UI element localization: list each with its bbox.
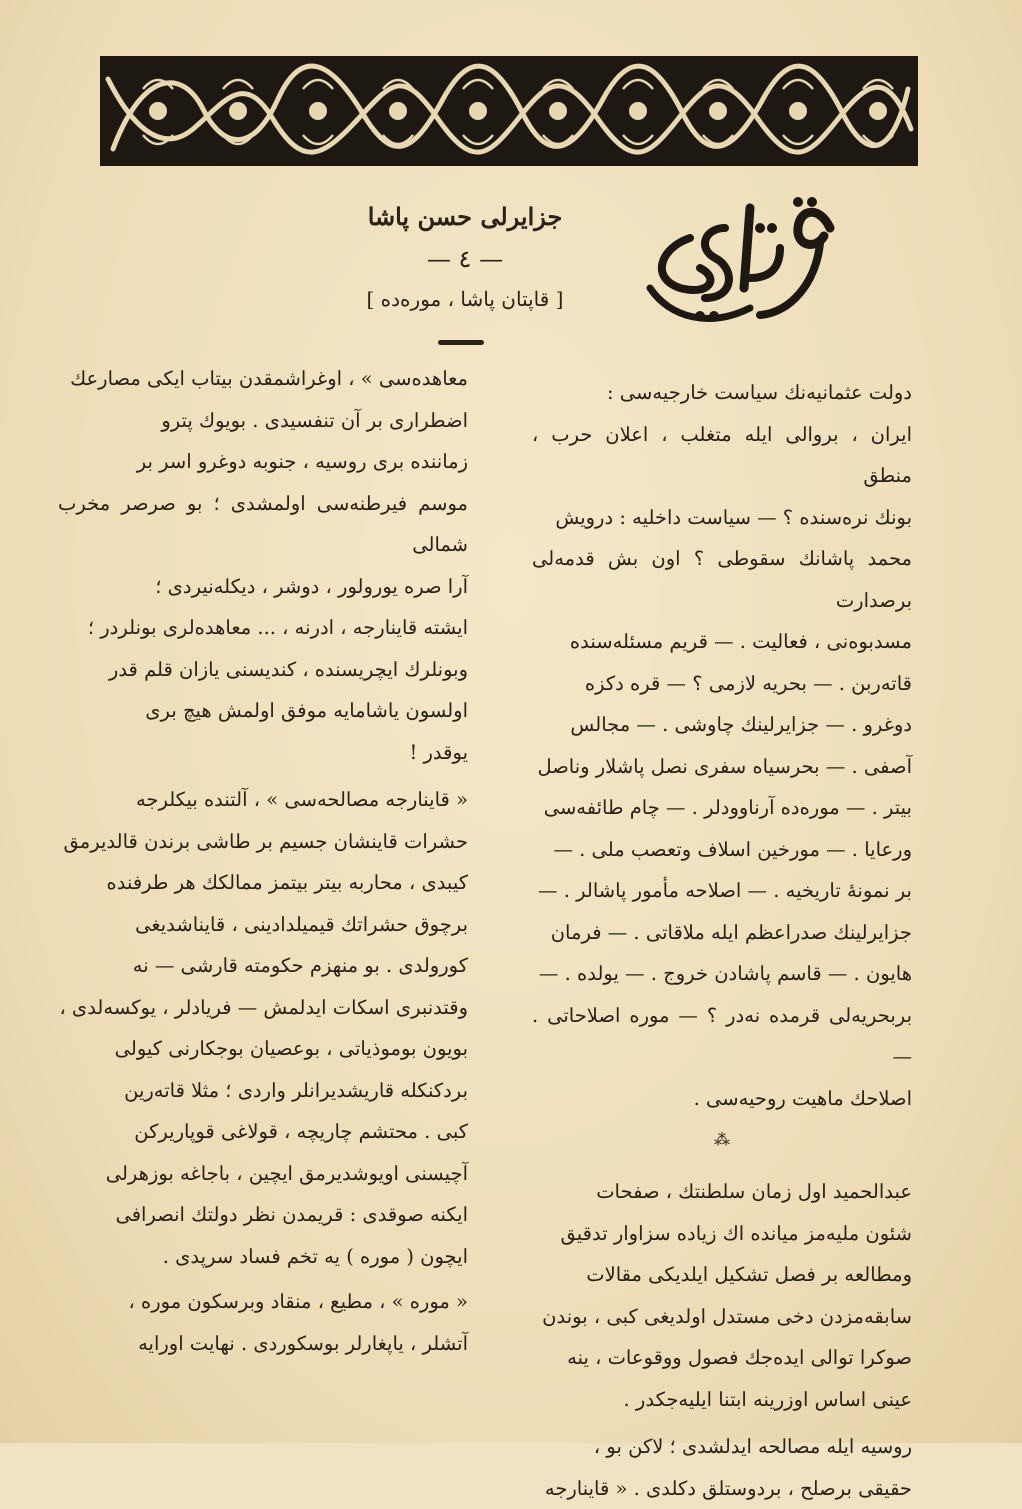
summary-line: هايون . — قاسم پاشادن خروج . — يولده . — xyxy=(532,953,912,995)
body-paragraph xyxy=(532,1171,912,1420)
text-line: ومطالعه بر فصل تشكيل ايلديكى مقالات xyxy=(532,1254,912,1296)
text-line: « قاينارجه مصالحه‌سى » ، آلتنده بيكلرجه xyxy=(58,779,468,821)
text-line: وبونلرك ايچريسنده ، كنديسنى يازان قلم قدر xyxy=(58,649,468,691)
summary-line: مسدبوه‌نى ، فعاليت . — قريم مسئله‌سنده xyxy=(532,621,912,663)
text-line: اولسون ياشامايه موفق اولمش هيچ برى xyxy=(58,690,468,732)
text-line: « موره » ، مطيع ، منقاد وبرسكون موره ، xyxy=(58,1281,468,1323)
body-paragraph xyxy=(532,1426,912,1509)
article-subtitle: [ قاپتان پاشا ، موره‌ده ] xyxy=(340,284,590,314)
summary-line: دوغرو . — جزايرلينك چاوشى . — مجالس xyxy=(532,704,912,746)
summary-line: بيتر . — موره‌ده آرناوودلر . — چام طائفه‌سى xyxy=(532,787,912,829)
asterism-separator: ⁂ xyxy=(532,1131,912,1149)
text-line: حقيقى برصلح ، بردوستلق دكلدى . « قاينارجه xyxy=(532,1468,912,1509)
calligraphy-logo-icon xyxy=(630,188,850,348)
summary-line: آصفى . — بحرسياه سفرى نصل پاشلار وناصل xyxy=(532,746,912,788)
text-line: شئون مليه‌مز ميانده اك زياده سزاوار تدقيق xyxy=(532,1213,912,1255)
text-line: روسيه ايله مصالحه ايدلشدى ؛ لاكن بو ، xyxy=(532,1426,912,1468)
summary-line: محمد پاشانك سقوطى ؟ اون بش قدمه‌لى برصدارت xyxy=(532,538,912,621)
summary-line: اصلاحك ماهيت روحيه‌سى . xyxy=(532,1078,912,1120)
title-rule-divider xyxy=(438,340,484,345)
decorative-ornament-banner xyxy=(100,56,918,166)
text-line: كيبدى ، محاربه بيتر بيتمز ممالكك هر طرفنده xyxy=(58,862,468,904)
text-line: وقتدنبرى اسكات ايدلمش — فريادلر ، يوكسه‌لدى ، xyxy=(58,987,468,1029)
text-line: عينى اساس اوزرينه ابتنا ايليه‌جكدر . xyxy=(532,1379,912,1421)
arabesque-ornament-icon xyxy=(103,59,915,163)
text-line: بردكنكله قاريشديرانلر واردى ؛ مثلا قاته‌رين xyxy=(58,1070,468,1112)
text-line: صوكرا توالى ايده‌جك فصول ووقوعات ، ينه xyxy=(532,1337,912,1379)
text-line: زماننده برى روسيه ، جنوبه دوغرو اسر بر xyxy=(58,441,468,483)
summary-block xyxy=(532,372,912,1119)
text-line: اضطرارى بر آن تنفسيدى . بويوك پترو xyxy=(58,400,468,442)
text-line: كورولدى . بو منهزم حكومته قارشى — نه xyxy=(58,945,468,987)
right-column xyxy=(532,372,912,1509)
article-part-number: — ٤ — xyxy=(340,242,590,276)
text-line: يوقدر ! xyxy=(58,732,468,774)
article-title-block xyxy=(340,200,590,314)
summary-line: بونك نره‌سنده ؟ — سياست داخليه : درويش xyxy=(532,497,912,539)
summary-line: بربحريه‌لى قرمده نه‌در ؟ — موره اصلاحاتى . — xyxy=(532,995,912,1078)
text-line: موسم فيرطنه‌سى اولمشدى ؛ بو صرصر مخرب شمالى xyxy=(58,483,468,566)
text-line: ايكنه صوقدى : قريمدن نظر دولتك انصرافى xyxy=(58,1194,468,1236)
summary-line: ورعايا . — مورخين اسلاف وتعصب ملى . — xyxy=(532,829,912,871)
text-line: معاهده‌سى » ، اوغراشمقدن بيتاب ايكى مصارعك xyxy=(58,358,468,400)
summary-line: جزايرلينك صدراعظم ايله ملاقاتى . — فرمان xyxy=(532,912,912,954)
body-paragraph xyxy=(58,1281,468,1364)
text-line: آتشلر ، ياپغارلر بوسكوردى . نهايت اورايه xyxy=(58,1323,468,1365)
summary-line: دولت عثمانيه‌نك سياست خارجيه‌سى : xyxy=(532,372,912,414)
article-title: جزايرلى حسن پاشا xyxy=(340,200,590,234)
summary-line: قاته‌ربن . — بحريه لازمى ؟ — قره دكزه xyxy=(532,663,912,705)
text-line: ايشته قاينارجه ، ادرنه ، ... معاهده‌لرى بونلردر ؛ xyxy=(58,607,468,649)
text-line: برچوق حشراتك قيميلدادينى ، قايناشديغى xyxy=(58,904,468,946)
text-line: ايچون ( موره ) يه تخم فساد سرپدى . xyxy=(58,1236,468,1278)
body-paragraph xyxy=(58,779,468,1277)
text-line: كبى . محتشم چاريچه ، قولاغى قوپاريركن xyxy=(58,1111,468,1153)
body-paragraph xyxy=(58,358,468,773)
text-line: بويون بوموذياتى ، بوعصيان بوجكارنى كيولى xyxy=(58,1028,468,1070)
text-line: حشرات قاينشان جسيم بر طاشى برندن قالديرمق xyxy=(58,821,468,863)
summary-line: ايران ، بروالى ايله متغلب ، اعلان حرب ، منطق xyxy=(532,414,912,497)
text-line: عبدالحميد اول زمان سلطنتك ، صفحات xyxy=(532,1171,912,1213)
text-line: آچيسنى اويوشديرمق ايچين ، باجاغه بوزهرلى xyxy=(58,1153,468,1195)
section-calligraphy-heading xyxy=(630,188,850,348)
summary-line: بر نمونهٔ تاريخيه . — اصلاحه مأمور پاشالر . — xyxy=(532,870,912,912)
text-line: آرا صره يورولور ، دوشر ، ديكله‌نيردى ؛ xyxy=(58,566,468,608)
left-column xyxy=(58,358,468,1364)
text-line: سابقه‌مزدن دخى مستدل اولديغى كبى ، بوندن xyxy=(532,1296,912,1338)
